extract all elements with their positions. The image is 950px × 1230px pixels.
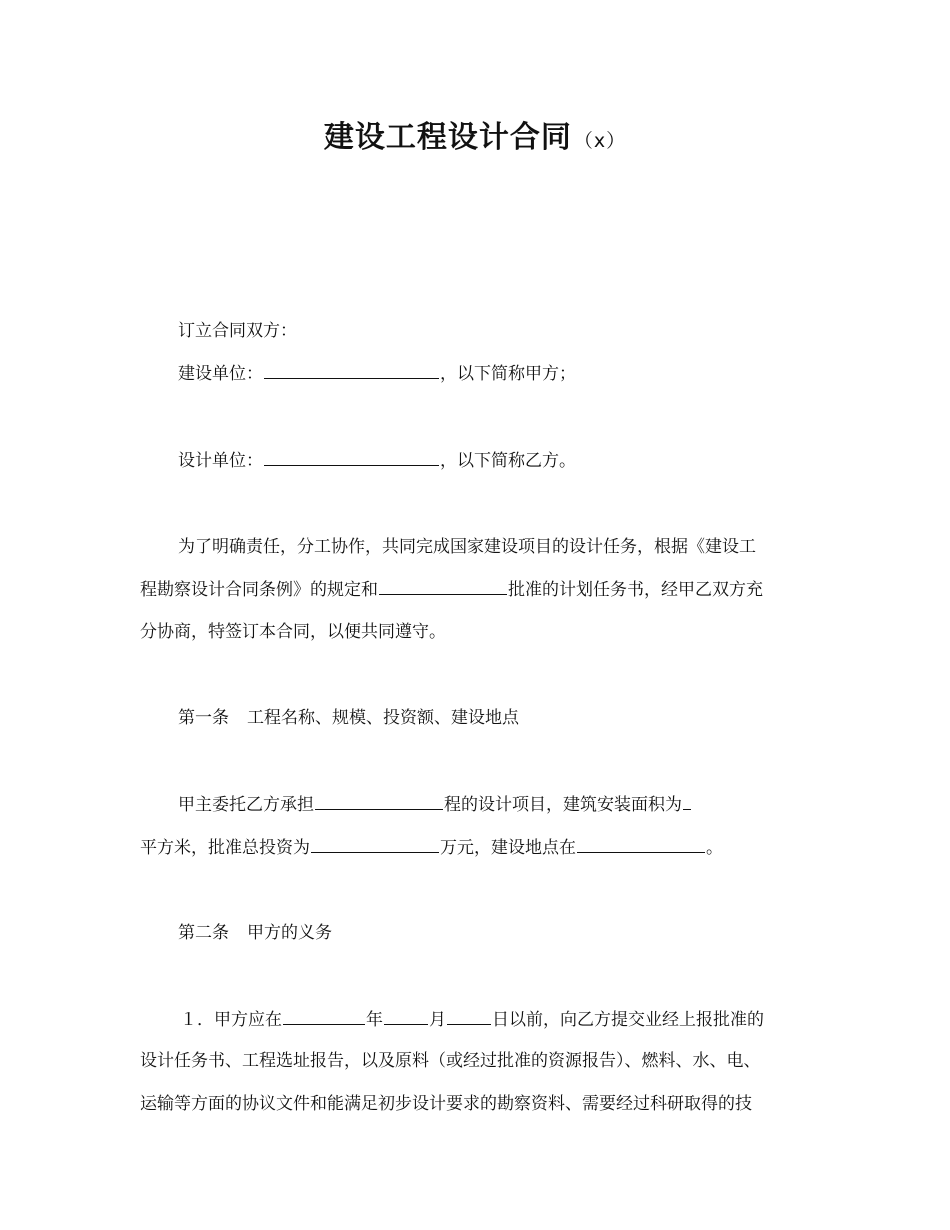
intro-line-2a: 程勘察设计合同条例》的规定和 bbox=[140, 580, 378, 600]
intro-line-3: 分协商，特签订本合同，以便共同遵守。 bbox=[140, 622, 446, 642]
article-2-line-1 bbox=[180, 1008, 764, 1031]
article-1-line-1a: 甲主委托乙方承担 bbox=[178, 795, 314, 815]
article-1-line-1b: 程的设计项目，建筑安装面积为 bbox=[444, 795, 682, 815]
article-1-heading bbox=[178, 707, 519, 729]
builder-suffix: ，以下简称甲方； bbox=[440, 364, 576, 384]
article-1-line-1 bbox=[178, 793, 692, 816]
designer-blank bbox=[264, 449, 439, 466]
builder-line bbox=[178, 362, 576, 385]
intro-line-2b: 批准的计划任务书，经甲乙双方充 bbox=[508, 580, 763, 600]
month-blank bbox=[384, 1008, 428, 1025]
designer-suffix: ，以下简称乙方。 bbox=[440, 451, 576, 471]
approver-blank bbox=[379, 578, 507, 595]
intro-line-2 bbox=[140, 578, 763, 601]
article-1-line-2a: 平方米，批准总投资为 bbox=[140, 838, 310, 858]
builder-blank bbox=[264, 362, 439, 379]
article-2-title: 甲方的义务 bbox=[247, 923, 332, 943]
parties-heading: 订立合同双方： bbox=[178, 321, 297, 341]
article-2-line-2: 设计任务书、工程选址报告，以及原料（或经过批准的资源报告）、燃料、水、电、 bbox=[140, 1051, 761, 1071]
article-2-heading bbox=[178, 922, 332, 944]
article-2-year-label: 年 bbox=[366, 1010, 383, 1030]
day-blank bbox=[447, 1008, 491, 1025]
article-2-line-1a: １．甲方应在 bbox=[180, 1010, 282, 1030]
article-1-line-2c: 。 bbox=[706, 838, 723, 858]
builder-label: 建设单位： bbox=[178, 364, 263, 384]
article-2-month-label: 月 bbox=[429, 1010, 446, 1030]
designer-line bbox=[178, 449, 576, 472]
title-suffix: （x） bbox=[573, 130, 627, 152]
designer-label: 设计单位： bbox=[178, 451, 263, 471]
investment-blank bbox=[311, 836, 439, 853]
intro-line-1: 为了明确责任，分工协作，共同完成国家建设项目的设计任务，根据《建设工 bbox=[178, 537, 756, 557]
location-blank bbox=[577, 836, 705, 853]
document-title bbox=[0, 112, 950, 156]
article-1-title: 工程名称、规模、投资额、建设地点 bbox=[247, 708, 519, 728]
article-2-line-3: 运输等方面的协议文件和能满足初步设计要求的勘察资料、需要经过科研取得的技 bbox=[140, 1094, 752, 1114]
article-2-number: 第二条 bbox=[178, 923, 229, 943]
article-1-number: 第一条 bbox=[178, 708, 229, 728]
year-blank bbox=[283, 1008, 365, 1025]
article-1-line-2b: 万元，建设地点在 bbox=[440, 838, 576, 858]
article-1-line-2 bbox=[140, 836, 723, 859]
project-blank bbox=[315, 793, 443, 810]
article-2-line-1d: 日以前，向乙方提交业经上报批准的 bbox=[492, 1010, 764, 1030]
area-blank bbox=[683, 793, 691, 810]
title-main: 建设工程设计合同 bbox=[323, 120, 572, 155]
